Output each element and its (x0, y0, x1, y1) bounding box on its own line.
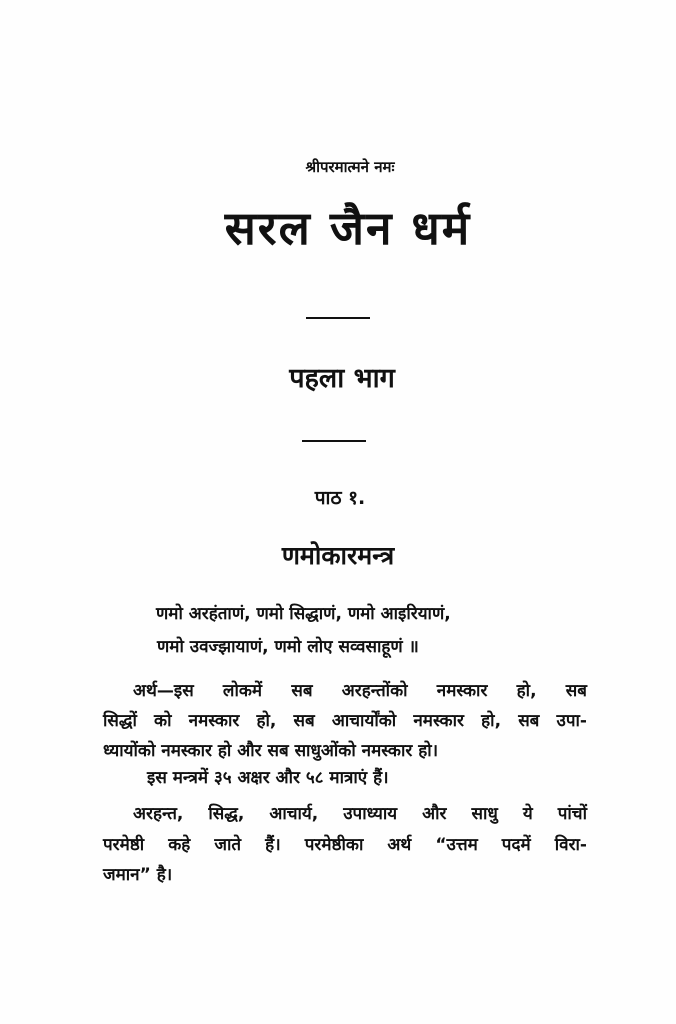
paramesthi-line: जमान” है। (103, 865, 173, 885)
mantra-line: णमो अरहंताणं, णमो सिद्धाणं, णमो आइरियाणं, (156, 604, 451, 624)
count-line: इस मन्त्रमें ३५ अक्षर और ५८ मात्राएं हैं। (147, 768, 389, 788)
meaning-line: सिद्धों को नमस्कार हो, सब आचार्योंको नमस्कार हो, सब उपा- (103, 711, 587, 731)
section-title: णमोकारमन्त्र (281, 541, 395, 570)
book-title: सरल जैन धर्म (224, 201, 472, 255)
divider-rule (306, 317, 370, 319)
paramesthi-line: परमेष्ठी कहे जाते हैं। परमेष्ठीका अर्थ “उत्तम पदमें विरा- (103, 835, 587, 855)
part-heading: पहला भाग (289, 363, 395, 394)
invocation-line: श्रीपरमात्मने नमः (305, 158, 395, 176)
mantra-line: णमो उवज्झायाणं, णमो लोए सव्वसाहूणं ॥ (157, 637, 419, 657)
meaning-line: ध्यायोंको नमस्कार हो और सब साधुओंको नमस्कार हो। (103, 741, 439, 761)
lesson-heading: पाठ १. (314, 487, 366, 509)
paramesthi-line: अरहन्त, सिद्ध, आचार्य, उपाध्याय और साधु ये पांचों (133, 804, 587, 824)
divider-rule (302, 440, 366, 442)
meaning-line: अर्थ—इस लोकमें सब अरहन्तोंको नमस्कार हो, सब (133, 681, 587, 701)
